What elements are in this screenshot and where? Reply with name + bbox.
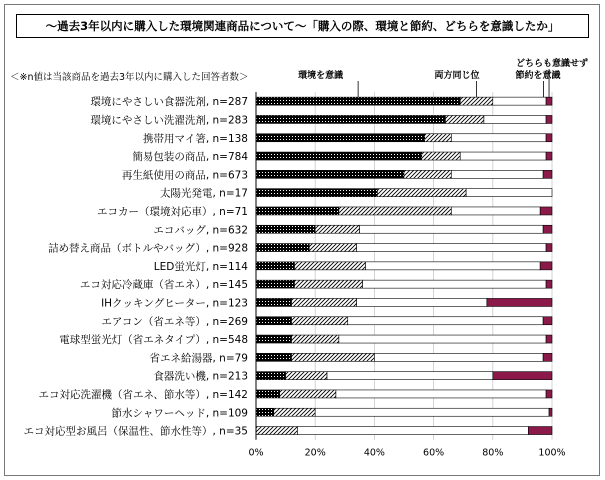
bar-segment (256, 225, 315, 233)
category-label: 環境にやさしい洗濯洗剤, n=283 (90, 114, 248, 127)
respondent-note: ＜※n値は当該商品を過去3年以内に購入した回答者数＞ (10, 72, 249, 83)
bar-segment (292, 335, 339, 343)
bar-segment (297, 427, 528, 435)
category-label: 簡易包装の商品, n=784 (132, 151, 248, 164)
bar-segment (540, 207, 552, 215)
bar-segment (256, 408, 274, 416)
bar-segment (546, 390, 552, 398)
bar-segment (327, 372, 493, 380)
category-label: 省エネ給湯器, n=79 (149, 352, 248, 365)
bar-segment (528, 427, 552, 435)
bar-segment (256, 317, 292, 325)
category-label: IHクッキングヒーター, n=123 (101, 297, 248, 310)
bar-segment (546, 280, 552, 288)
bar-segment (357, 298, 487, 306)
bar-segment (256, 207, 339, 215)
bar-segment (256, 353, 292, 361)
category-label: 再生紙使用の商品, n=673 (121, 169, 248, 182)
category-label: エアコン（省エネ等）, n=269 (101, 315, 248, 328)
bar-segment (256, 372, 286, 380)
category-label: エコ対応冷蔵庫（省エネ）, n=145 (79, 279, 248, 292)
bar-segment (256, 152, 422, 160)
bar-segment (466, 189, 552, 197)
bar-segment (256, 262, 294, 270)
bar-segment (315, 225, 359, 233)
category-label: エコ対応洗濯機（省エネ、節水等）, n=142 (38, 388, 248, 401)
bar-segment (256, 189, 377, 197)
bar-segment (360, 225, 544, 233)
category-label: 節水シャワーヘッド, n=109 (111, 407, 248, 420)
bar-segment (256, 298, 292, 306)
bar-segment (460, 152, 546, 160)
bar-segment (256, 280, 294, 288)
bar-segment (336, 390, 546, 398)
bar-segment (546, 244, 552, 252)
bar-segment (493, 372, 552, 380)
category-label: エコ対応型お風呂（保温性、節水性等）, n=35 (23, 425, 248, 438)
x-tick-label: 20% (304, 447, 326, 459)
bar-segment (274, 408, 315, 416)
bar-segment (309, 244, 356, 252)
bar-segment (546, 115, 552, 123)
bar-segment (363, 280, 547, 288)
bar-segment (546, 152, 552, 160)
bar-segment (256, 390, 280, 398)
x-tick-label: 100% (538, 447, 566, 459)
bar-segment (256, 244, 309, 252)
x-tick-label: 60% (423, 447, 445, 459)
bar-segment (256, 170, 404, 178)
bar-segment (357, 244, 546, 252)
legend-label: 両方同じ位 (434, 71, 480, 81)
bar-segment (493, 97, 546, 105)
bar-segment (404, 170, 451, 178)
bar-segment (286, 372, 327, 380)
bar-segment (256, 427, 297, 435)
x-tick-label: 80% (482, 447, 504, 459)
bar-segment (422, 152, 460, 160)
legend-label: 節約を意識 (515, 71, 561, 81)
bar-segment (339, 335, 546, 343)
legend-label: どちらも意識せず (516, 59, 589, 69)
bar-segment (348, 317, 543, 325)
bar-segment (256, 97, 460, 105)
bar-segment (280, 390, 336, 398)
bar-segment (425, 134, 452, 142)
x-tick-label: 40% (363, 447, 385, 459)
bar-segment (256, 134, 425, 142)
bar-segment (543, 225, 552, 233)
category-label: エコバッグ, n=632 (153, 224, 248, 237)
bar-segment (294, 262, 365, 270)
chart-title: ～過去3年以内に購入した環境関連商品について～「購入の際、環境と節約、どちらを意識したか」 (16, 14, 589, 38)
category-label: LED蛍光灯, n=114 (153, 260, 248, 273)
legend-label: 環境を意識 (298, 71, 344, 81)
bar-segment (451, 134, 546, 142)
bar-segment (292, 298, 357, 306)
bar-segment (487, 298, 552, 306)
category-label: 太陽光発電, n=17 (160, 187, 248, 200)
bar-segment (294, 280, 362, 288)
bar-segment (451, 207, 540, 215)
bar-segment (445, 115, 483, 123)
bar-segment (339, 207, 451, 215)
category-label: 電球型蛍光灯（省エネタイプ）, n=548 (59, 334, 248, 347)
bar-segment (256, 115, 445, 123)
bar-segment (543, 353, 552, 361)
bar-segment (256, 335, 292, 343)
x-tick-label: 0% (248, 447, 264, 459)
bar-segment (540, 262, 552, 270)
bar-segment (292, 317, 348, 325)
category-label: 詰め替え商品（ボトルやバッグ）, n=928 (48, 242, 248, 255)
bar-segment (546, 335, 552, 343)
bar-segment (546, 97, 552, 105)
bar-segment (460, 97, 493, 105)
category-label: 環境にやさしい食器洗剤, n=287 (90, 96, 248, 109)
category-label: 携帯用マイ箸, n=138 (143, 132, 248, 145)
bar-segment (549, 408, 552, 416)
bar-segment (366, 262, 541, 270)
category-label: 食器洗い機, n=213 (153, 370, 248, 383)
category-label: エコカー（環境対応車）, n=71 (97, 205, 248, 218)
bar-segment (374, 353, 543, 361)
bar-segment (546, 134, 552, 142)
bar-segment (543, 170, 552, 178)
bar-segment (484, 115, 546, 123)
bar-segment (315, 408, 549, 416)
bar-segment (451, 170, 543, 178)
bar-segment (543, 317, 552, 325)
bar-segment (377, 189, 466, 197)
bar-segment (292, 353, 375, 361)
